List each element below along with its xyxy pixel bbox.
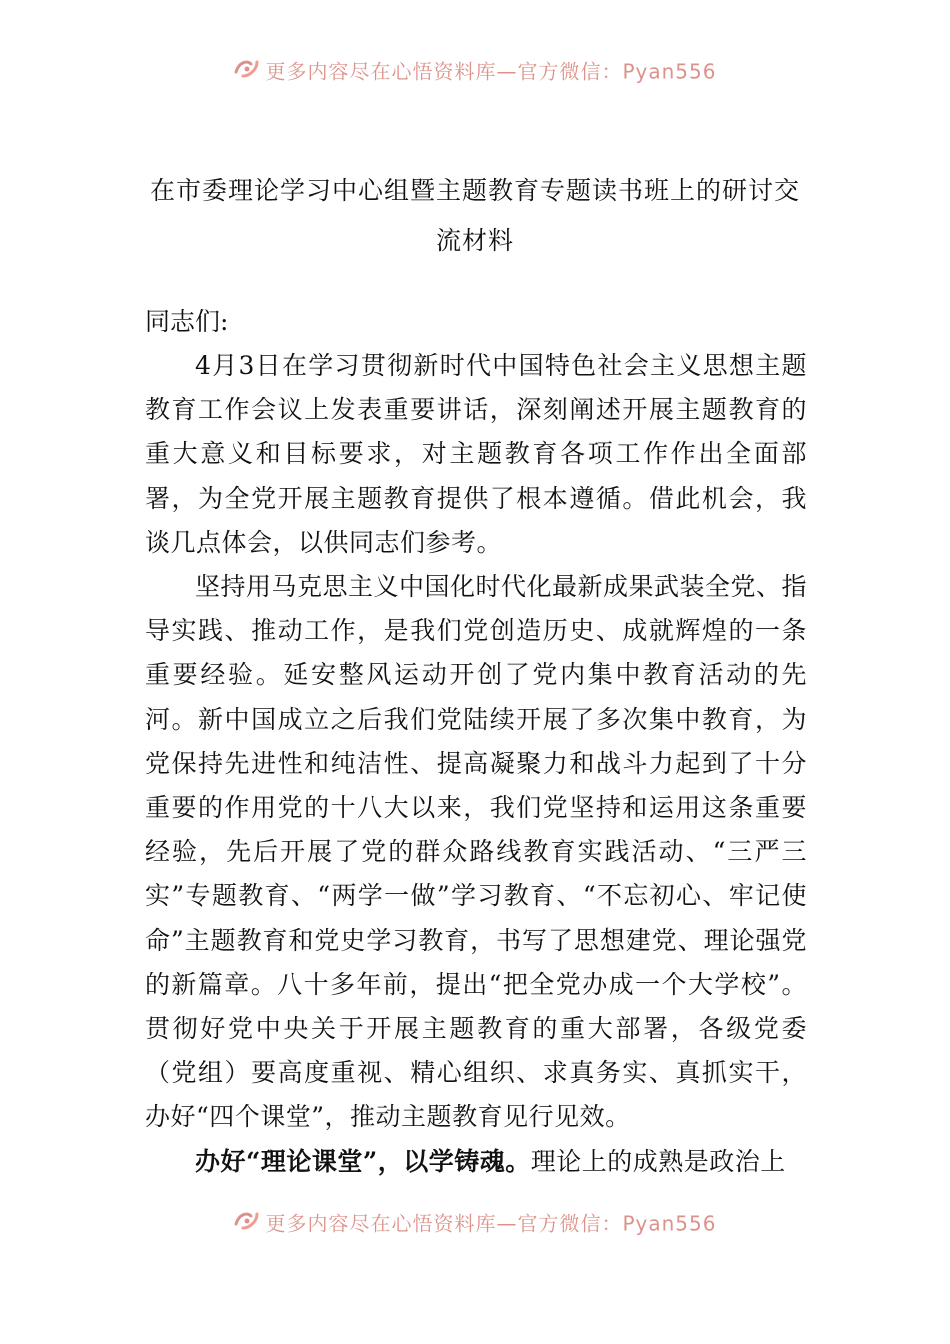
brand-logo-icon [233,56,261,87]
paragraph: 坚持用马克思主义中国化时代化最新成果武装全党、指导实践、推动工作，是我们党创造历史、成就辉煌的一条重要经验。延安整风运动开创了党内集中教育活动的先河。新中国成立之后我们党陆续开展了多次集中教育，为党保持先进性和纯洁性、提高凝聚力和战斗力起到了十分重要的作用党的十八大以来，我们党坚持和运用这条重要经验，先后开展了党的群众路线教育实践活动、“三严三实”专题教育、“两学一做”学习教育、“不忘初心、牢记使命”主题教育和党史学习教育，书写了思想建党、理论强党的新篇章。八十多年前，提出“把全党办成一个大学校”。贯彻好党中央关于开展主题教育的重大部署，各级党委（党组）要高度重视、精心组织、求真务实、真抓实干，办好“四个课堂”，推动主题教育见行见效。 [145,572,808,1132]
watermark-text: 更多内容尽在心悟资料库—官方微信：Pyan556 [265,59,717,84]
paragraph-heading: 办好“理论课堂”，以学铸魂。 [195,1146,531,1176]
salutation: 同志们: [145,307,229,336]
paragraph-text: 理论上的成熟是政治上 [530,1146,786,1176]
document-title: 在市委理论学习中心组暨主题教育专题读书班上的研讨交流材料 [149,176,800,255]
paragraph [145,1140,807,1184]
brand-logo-icon [233,1208,261,1239]
watermark-text: 更多内容尽在心悟资料库—官方微信：Pyan556 [265,1211,717,1236]
paragraph: 4月3日在学习贯彻新时代中国特色社会主义思想主题教育工作会议上发表重要讲话，深刻阐述开展主题教育的重大意义和目标要求，对主题教育各项工作作出全面部署，为全党开展主题教育提供了根本遵循。借此机会，我谈几点体会，以供同志们参考。 [145,351,807,557]
watermark-header [0,56,950,87]
watermark-footer [0,1208,950,1239]
document-body [145,344,807,1184]
